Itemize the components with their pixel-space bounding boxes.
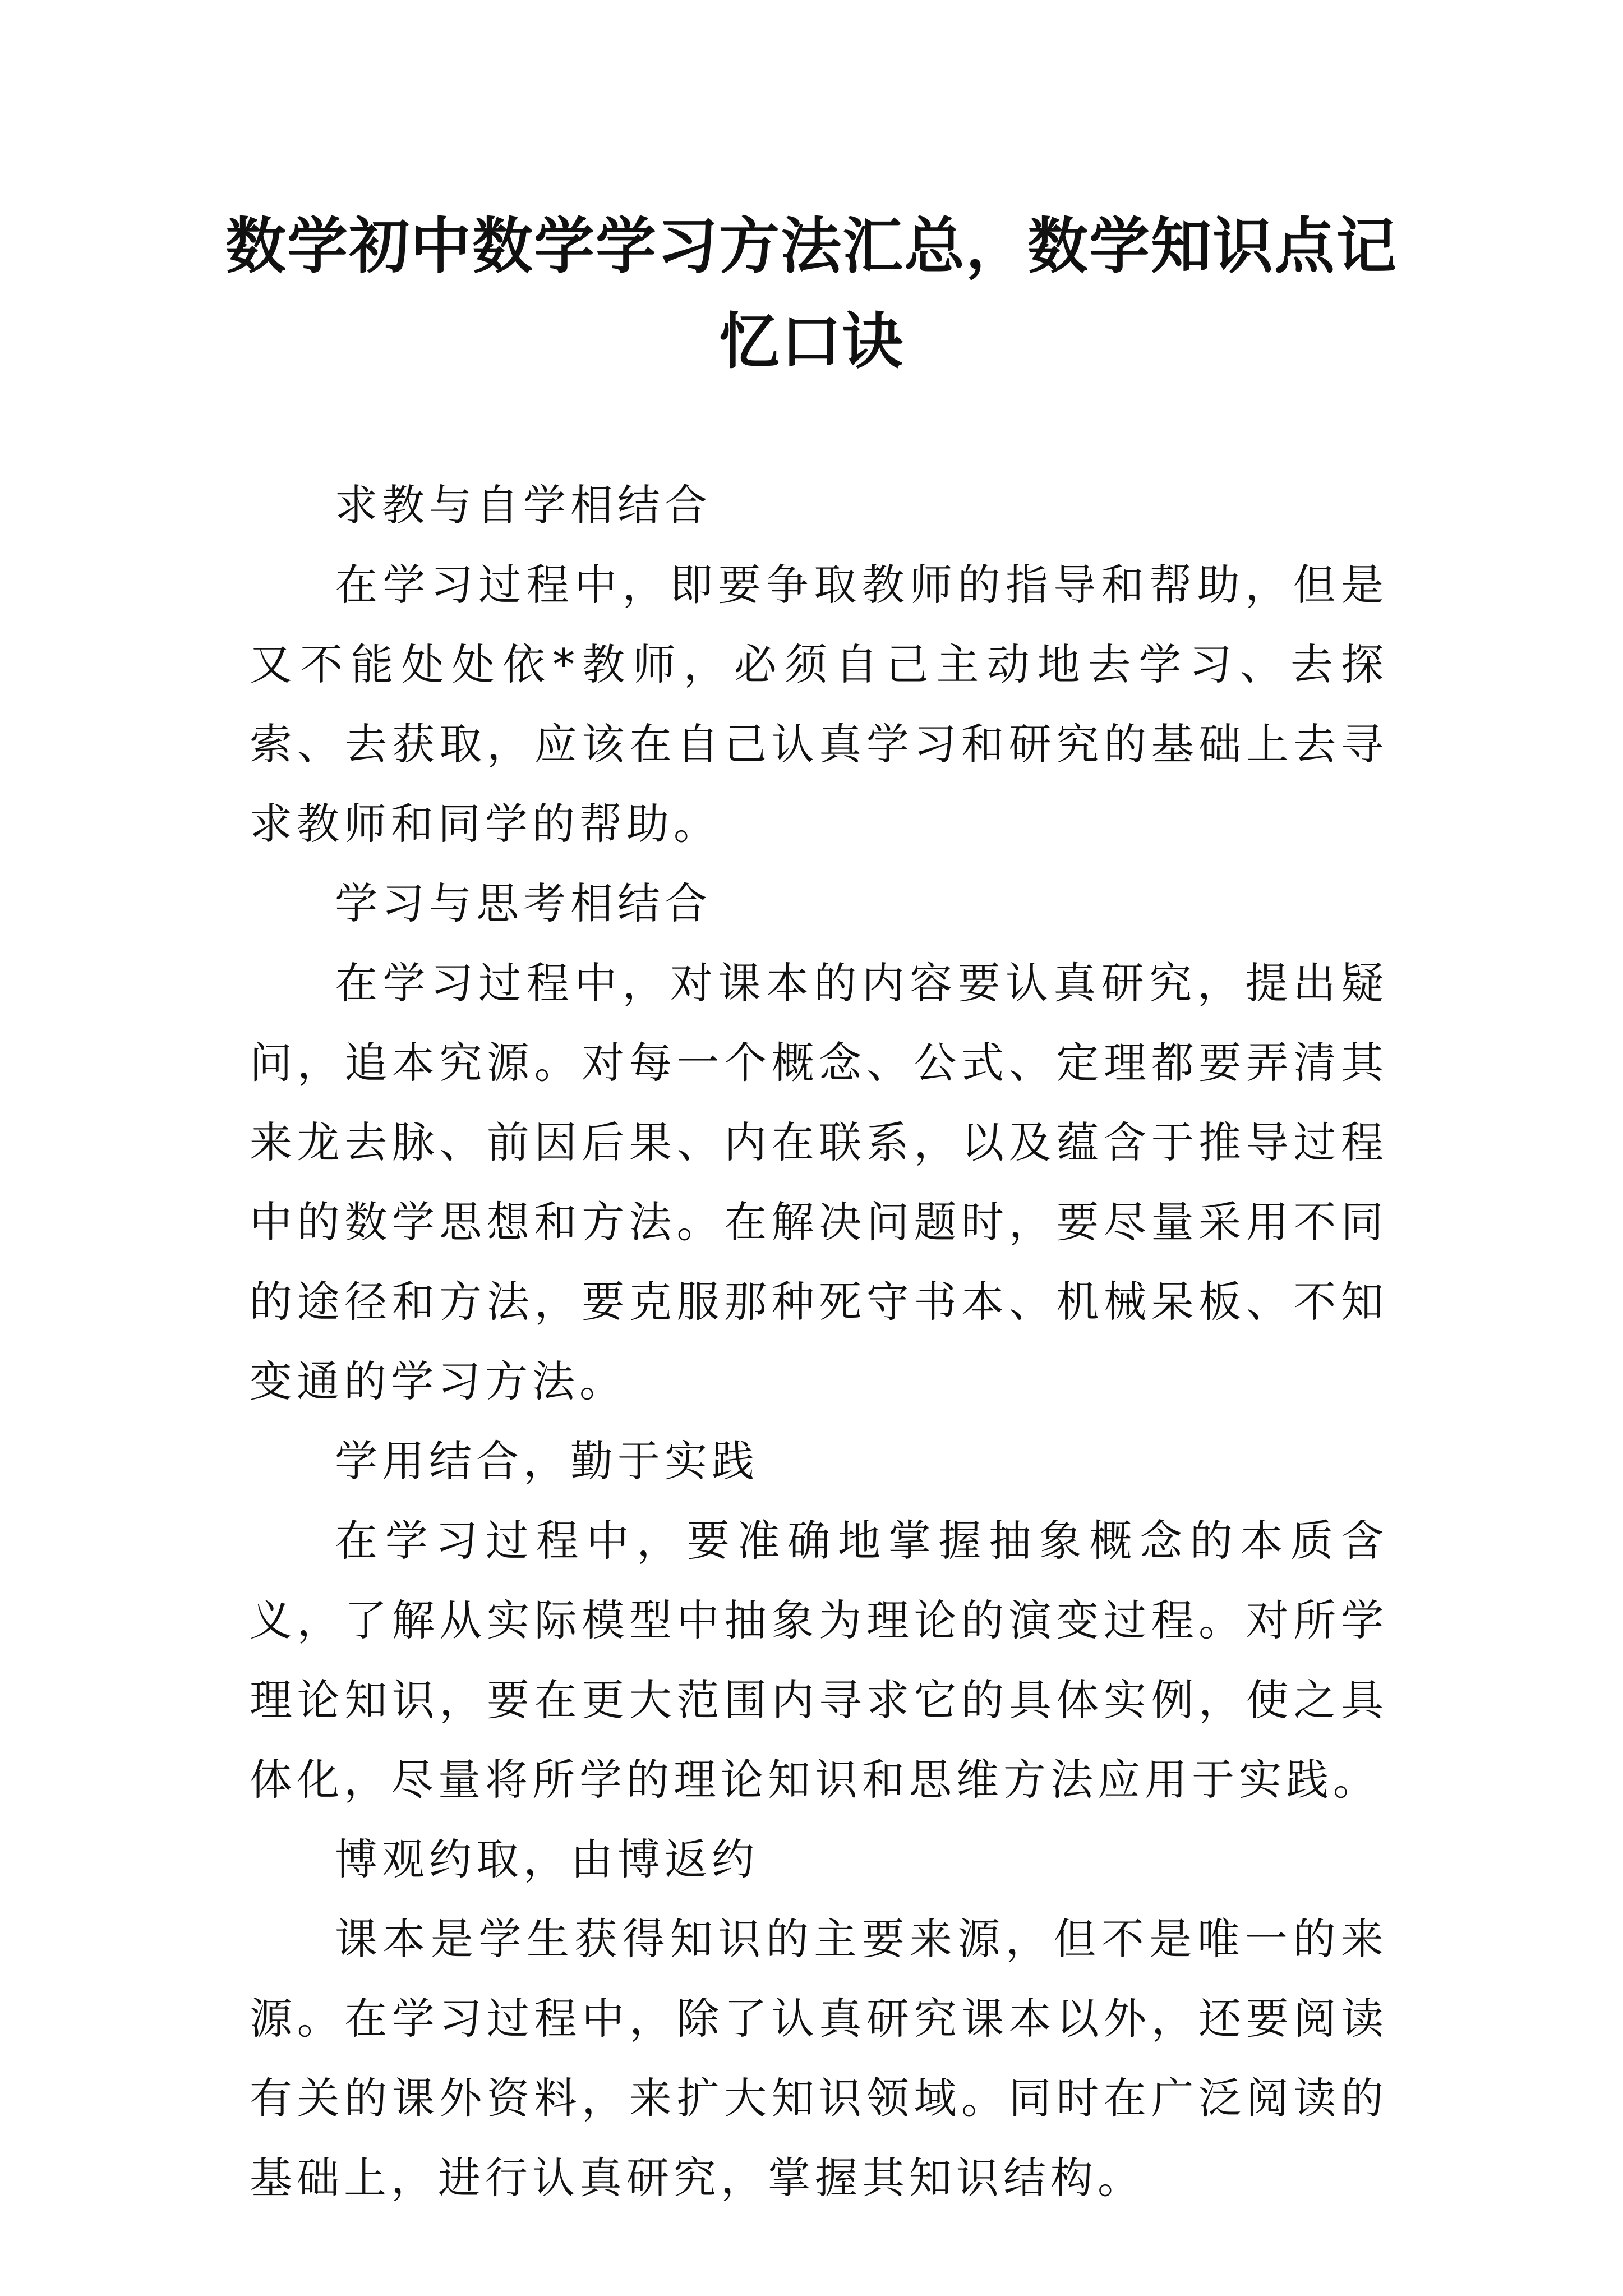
section-heading-3: 学用结合，勤于实践 <box>335 1436 759 1486</box>
paragraph-4: 课本是学生获得知识的主要来源，但不是唯一的来源。在学习过程中，除了认真研究课本以外，还要阅读有关的课外资料，来扩大知识领域。同时在广泛阅读的基础上，进行认真研究，掌握其知识结构。 <box>250 1914 1388 2203</box>
paragraph-2: 在学习过程中，对课本的内容要认真研究，提出疑问，追本究源。对每一个概念、公式、定理都要弄清其来龙去脉、前因后果、内在联系，以及蕴含于推导过程中的数学思想和方法。在解决问题时，要尽量采用不同的途径和方法，要克服那种死守书本、机械呆板、不知变通的学习方法。 <box>250 958 1388 1406</box>
document-title: 数学初中数学学习方法汇总，数学知识点记忆口诀 <box>225 211 1398 377</box>
section-heading-2: 学习与思考相结合 <box>335 878 712 928</box>
section-heading-1: 求教与自学相结合 <box>335 480 712 530</box>
document-body <box>250 466 1388 2218</box>
paragraph-3: 在学习过程中，要准确地掌握抽象概念的本质含义，了解从实际模型中抽象为理论的演变过程。对所学理论知识，要在更大范围内寻求它的具体实例，使之具体化，尽量将所学的理论知识和思维方法应用于实践。 <box>250 1516 1388 1805</box>
paragraph-1: 在学习过程中，即要争取教师的指导和帮助，但是又不能处处依*教师，必须自己主动地去学习、去探索、去获取，应该在自己认真学习和研究的基础上去寻求教师和同学的帮助。 <box>250 560 1388 849</box>
section-heading-4: 博观约取，由博返约 <box>335 1834 759 1884</box>
